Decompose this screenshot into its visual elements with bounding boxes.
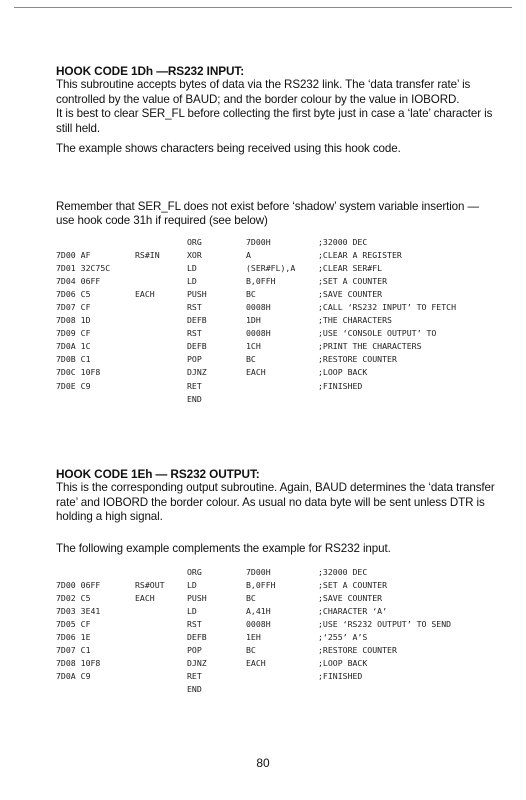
code-operand: 1DH (246, 315, 261, 326)
code-line (56, 618, 506, 631)
code-mnemonic: DEFB (187, 632, 207, 643)
code-line (56, 314, 506, 327)
code-mnemonic: DEFB (187, 315, 207, 326)
code-address-bytes: 7D05 CF (56, 619, 91, 630)
code-address-bytes: 7D0A 1C (56, 341, 91, 352)
code-comment: ;32000 DEC (318, 567, 368, 577)
code-operand: A (246, 250, 251, 261)
paragraph: The following example complements the example for RS232 input. (56, 542, 391, 555)
paragraph: The example shows characters being received using this hook code. (56, 142, 401, 156)
code-mnemonic: RST (187, 302, 202, 313)
code-operand: BC (246, 354, 256, 365)
code-address-bytes: 7D0B C1 (56, 354, 91, 365)
code-line (56, 262, 506, 275)
code-line (56, 579, 506, 592)
code-comment: ;CALL ‘RS232 INPUT’ TO FETCH (318, 302, 457, 313)
code-line (56, 249, 506, 262)
code-operand: 1EH (246, 632, 261, 643)
top-rule (14, 7, 512, 8)
code-address-bytes: 7D06 C5 (56, 289, 91, 300)
paragraph: Remember that SER_FL does not exist before ‘shadow’ system variable insertion — use hook code 31h if required (see below) (56, 200, 479, 228)
code-line (56, 605, 506, 618)
code-mnemonic: RET (187, 380, 202, 391)
code-mnemonic: LD (187, 263, 197, 274)
code-line (56, 275, 506, 288)
code-comment: ;USE ‘RS232 OUTPUT’ TO SEND (318, 619, 452, 630)
page-number: 80 (256, 756, 270, 770)
code-label: EACH (135, 593, 155, 604)
code-mnemonic: DJNZ (187, 658, 207, 669)
code-mnemonic: END (187, 393, 202, 404)
code-mnemonic: LD (187, 276, 197, 287)
code-line (56, 631, 506, 644)
code-line (56, 566, 506, 579)
section-heading: HOOK CODE 1Eh — RS232 OUTPUT: (56, 467, 260, 481)
code-comment: ;CLEAR A REGISTER (318, 250, 402, 261)
code-address-bytes: 7D00 06FF (56, 580, 101, 591)
code-operand: BC (246, 593, 256, 604)
paragraph: This is the corresponding output subroutine. Again, BAUD determines the ‘data transfer rate’ and IOBORD the border colour. As usual no data byte will be sent unless DTR is holding a high signal. (56, 481, 495, 524)
code-comment: ;CHARACTER ‘A’ (318, 606, 388, 617)
code-operand: 1CH (246, 341, 261, 352)
code-label: RS#IN (135, 250, 160, 261)
code-line (56, 353, 506, 366)
code-listing-input (56, 236, 506, 406)
code-mnemonic: LD (187, 606, 197, 617)
code-mnemonic: ORG (187, 567, 202, 577)
code-address-bytes: 7D0E C9 (56, 380, 91, 391)
code-address-bytes: 7D02 C5 (56, 593, 91, 604)
code-comment: ;PRINT THE CHARACTERS (318, 341, 422, 352)
code-address-bytes: 7D08 10F8 (56, 658, 101, 669)
code-line (56, 592, 506, 605)
code-comment: ;SET A COUNTER (318, 580, 388, 591)
code-mnemonic: RST (187, 328, 202, 339)
code-operand: BC (246, 289, 256, 300)
code-address-bytes: 7D0A C9 (56, 671, 91, 682)
code-mnemonic: PUSH (187, 289, 207, 300)
code-comment: ;THE CHARACTERS (318, 315, 392, 326)
code-address-bytes: 7D07 CF (56, 302, 91, 313)
code-comment: ;LOOP BACK (318, 367, 368, 378)
code-line (56, 670, 506, 683)
code-mnemonic: POP (187, 645, 202, 656)
code-operand: B,0FFH (246, 580, 276, 591)
code-mnemonic: ORG (187, 237, 202, 247)
code-label: EACH (135, 289, 155, 300)
code-comment: ;SET A COUNTER (318, 276, 388, 287)
code-mnemonic: PUSH (187, 593, 207, 604)
paragraph: It is best to clear SER_FL before collecting the first byte just in case a ‘late’ character is still held. (56, 107, 493, 135)
code-line (56, 340, 506, 353)
code-comment: ;FINISHED (318, 671, 363, 682)
code-operand: A,41H (246, 606, 271, 617)
code-address-bytes: 7D0C 10F8 (56, 367, 101, 378)
code-address-bytes: 7D09 CF (56, 328, 91, 339)
section-rs232-input-text (56, 64, 500, 156)
code-mnemonic: POP (187, 354, 202, 365)
code-operand: EACH (246, 367, 266, 378)
code-comment: ;‘255’ A’S (318, 632, 368, 643)
code-comment: ;SAVE COUNTER (318, 289, 383, 300)
code-line (56, 683, 506, 696)
code-comment: ;RESTORE COUNTER (318, 645, 397, 656)
code-mnemonic: RST (187, 619, 202, 630)
code-operand: BC (246, 645, 256, 656)
code-operand: 7D00H (246, 237, 271, 247)
code-label: RS#OUT (135, 580, 165, 591)
code-line (56, 657, 506, 670)
code-address-bytes: 7D03 3E41 (56, 606, 101, 617)
code-address-bytes: 7D00 AF (56, 250, 91, 261)
code-operand: B,0FFH (246, 276, 276, 287)
code-comment: ;RESTORE COUNTER (318, 354, 397, 365)
code-mnemonic: DEFB (187, 341, 207, 352)
code-comment: ;CLEAR SER#FL (318, 263, 383, 274)
code-comment: ;LOOP BACK (318, 658, 368, 669)
code-operand: 0008H (246, 302, 271, 313)
code-address-bytes: 7D08 1D (56, 315, 91, 326)
code-operand: 0008H (246, 328, 271, 339)
code-address-bytes: 7D06 1E (56, 632, 91, 643)
code-mnemonic: LD (187, 580, 197, 591)
code-line (56, 327, 506, 340)
section-rs232-output-intro (56, 542, 500, 556)
code-comment: ;USE ‘CONSOLE OUTPUT’ TO (318, 328, 437, 339)
section-rs232-input-note (56, 200, 500, 229)
code-operand: 0008H (246, 619, 271, 630)
code-operand: 7D00H (246, 567, 271, 577)
section-rs232-output-text (56, 467, 500, 525)
code-line (56, 644, 506, 657)
code-address-bytes: 7D07 C1 (56, 645, 91, 656)
section-heading: HOOK CODE 1Dh —RS232 INPUT: (56, 64, 245, 78)
code-line (56, 301, 506, 314)
code-address-bytes: 7D04 06FF (56, 276, 101, 287)
code-listing-output (56, 566, 506, 696)
code-comment: ;SAVE COUNTER (318, 593, 383, 604)
code-line (56, 288, 506, 301)
code-line (56, 380, 506, 393)
code-operand: (SER#FL),A (246, 263, 296, 274)
code-mnemonic: DJNZ (187, 367, 207, 378)
code-mnemonic: END (187, 684, 202, 695)
code-comment: ;FINISHED (318, 380, 363, 391)
code-line (56, 236, 506, 249)
code-line (56, 393, 506, 406)
code-address-bytes: 7D01 32C75C (56, 263, 111, 274)
code-mnemonic: XOR (187, 250, 202, 261)
paragraph: This subroutine accepts bytes of data via the RS232 link. The ‘data transfer rate’ is controlled by the value of BAUD; and the border colour by the value in IOBORD. (56, 78, 471, 106)
code-line (56, 366, 506, 379)
code-comment: ;32000 DEC (318, 237, 368, 247)
code-operand: EACH (246, 658, 266, 669)
code-mnemonic: RET (187, 671, 202, 682)
